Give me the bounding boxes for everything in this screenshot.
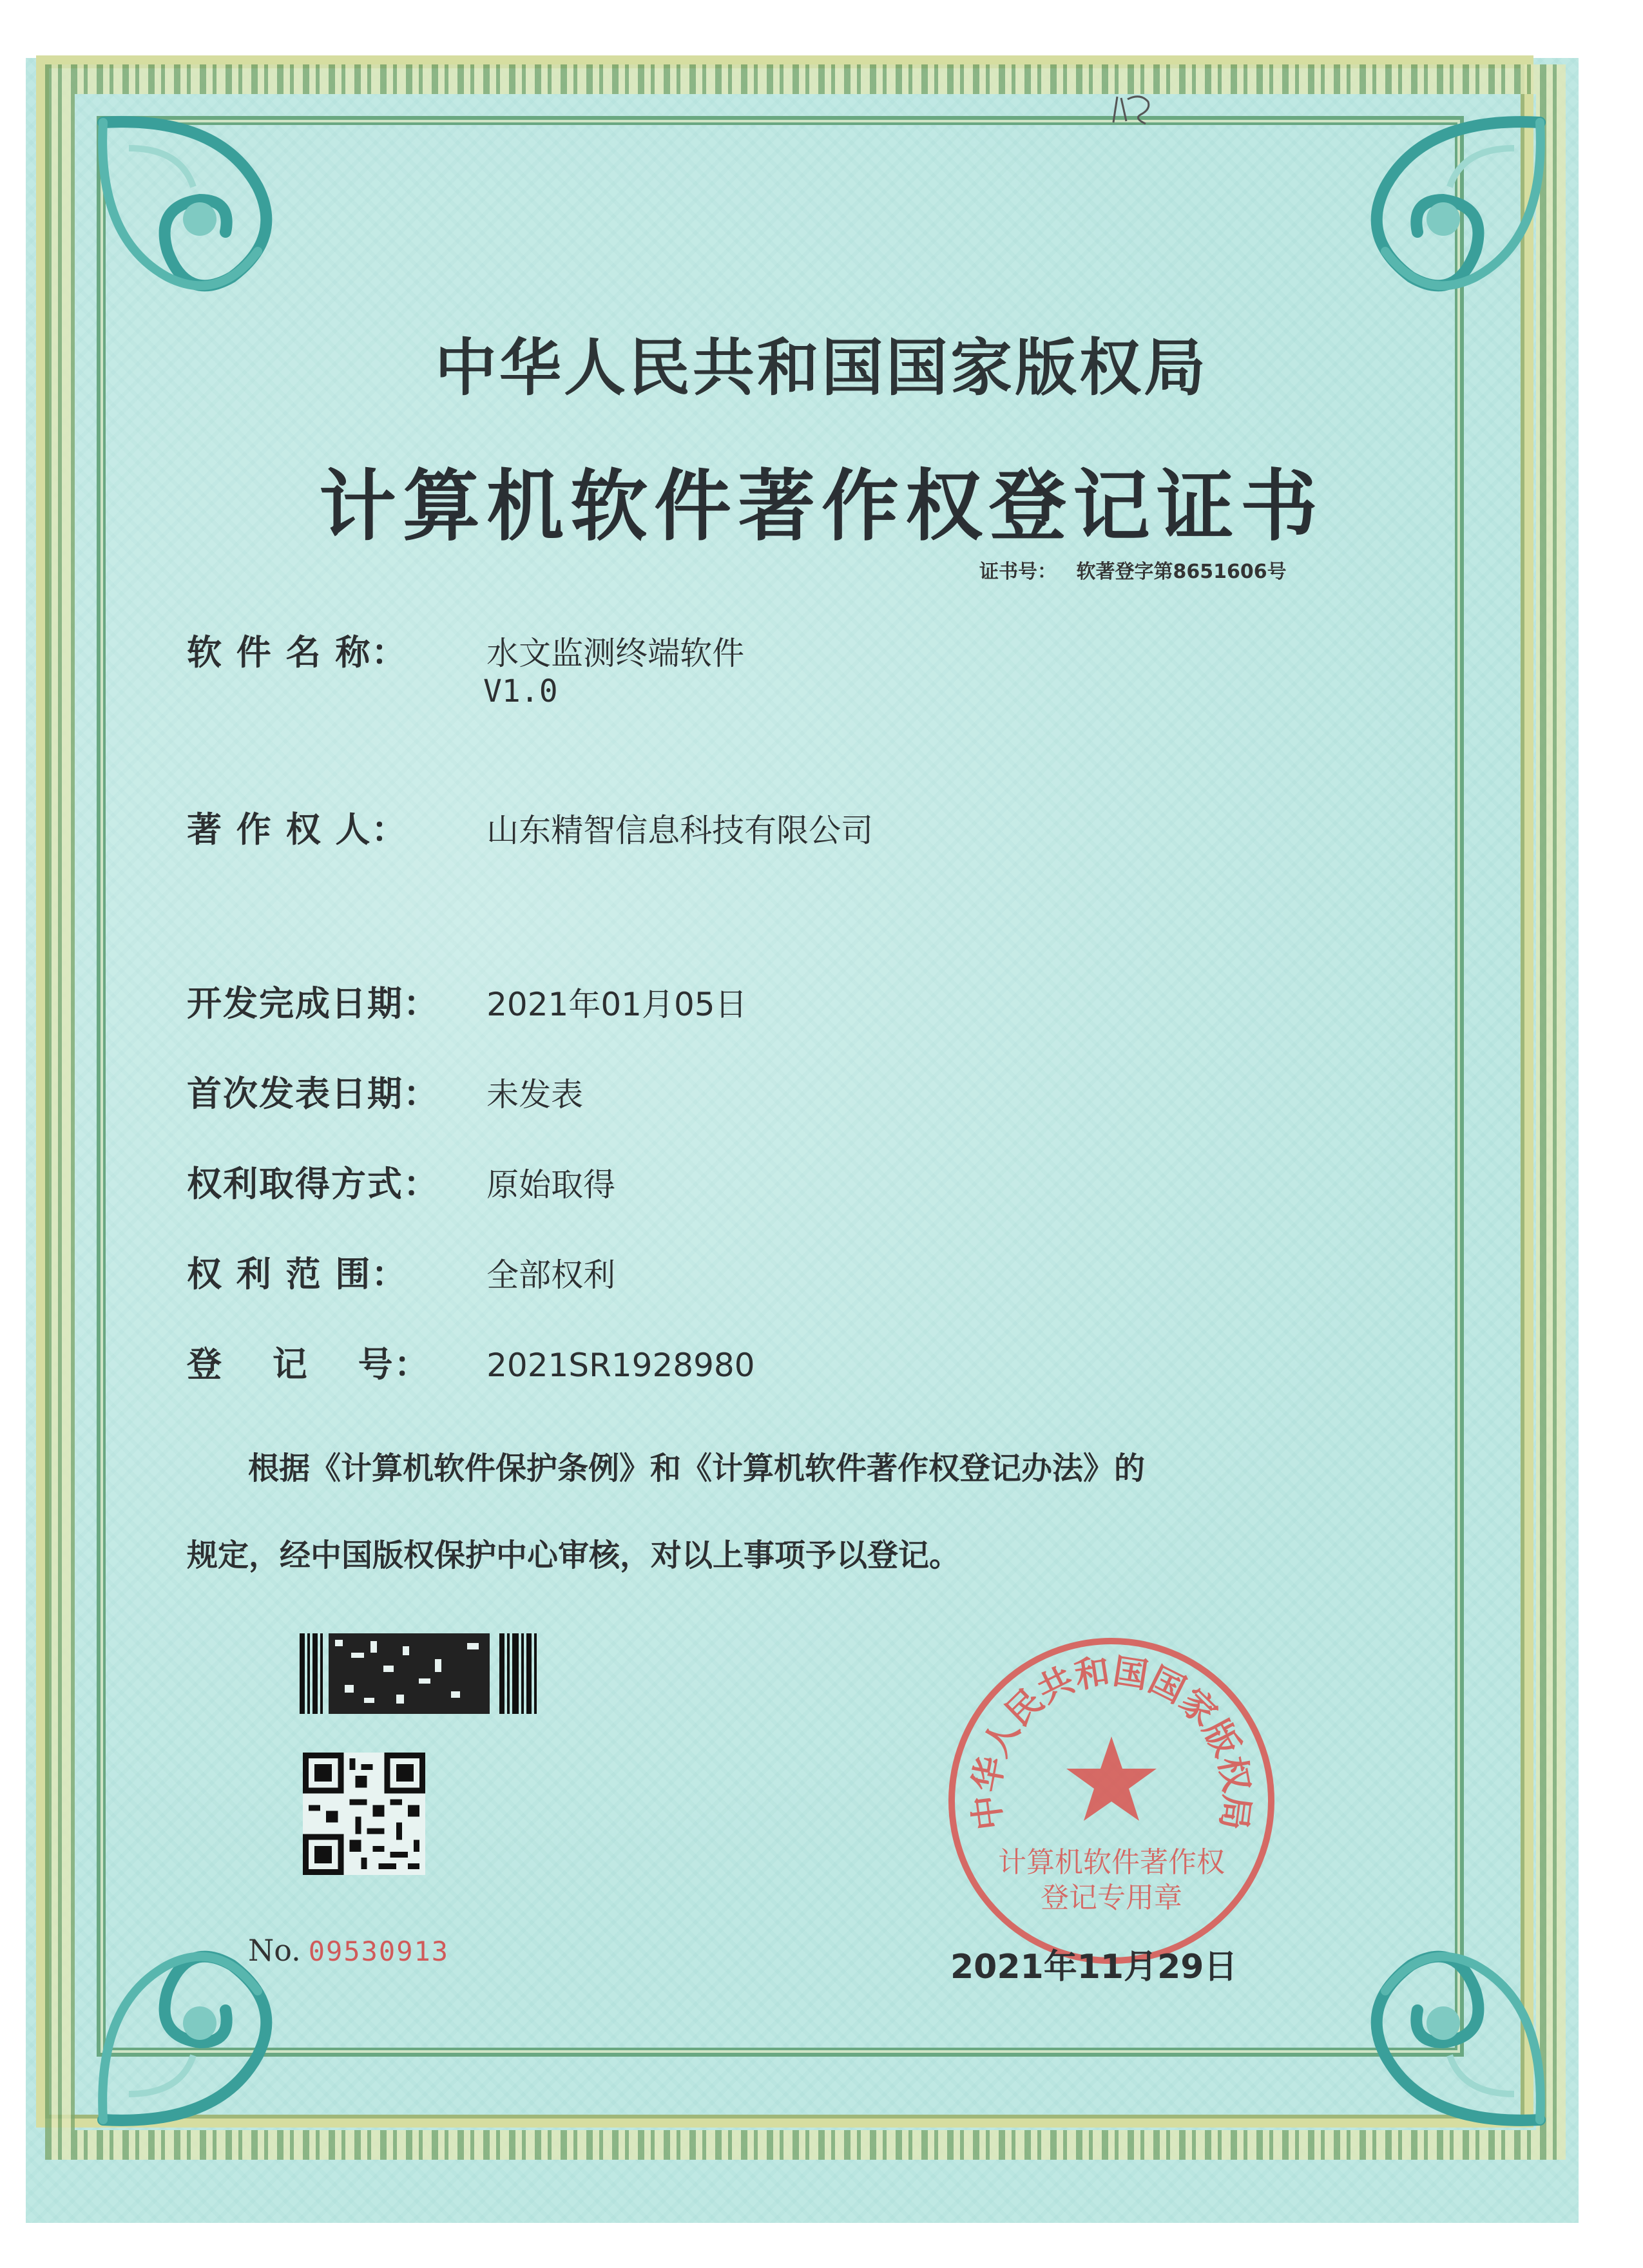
corner-ornament-bottom-right xyxy=(1256,1836,1553,2133)
owner-value: 山东精智信息科技有限公司 xyxy=(486,812,874,849)
owner-label: 著 作 权 人： xyxy=(187,809,408,850)
barcode xyxy=(300,1633,544,1714)
acquisition-row xyxy=(187,1157,615,1206)
seal-inner-line-2: 登记专用章 xyxy=(1041,1881,1182,1914)
dev-date-row xyxy=(187,976,747,1026)
serial-number xyxy=(248,1933,449,1968)
seal-inner-line-1: 计算机软件著作权 xyxy=(998,1846,1225,1879)
issuer-heading: 中华人民共和国国家版权局 xyxy=(435,332,1208,404)
statement-line-1: 根据《计算机软件保护条例》和《计算机软件著作权登记办法》的 xyxy=(248,1450,1146,1486)
dev-date-value: 2021年01月05日 xyxy=(486,986,747,1023)
seal-outer-text: 中华人民共和国国家版权局 xyxy=(965,1650,1258,1832)
qr-code xyxy=(303,1753,425,1875)
software-name-value: 水文监测终端软件 xyxy=(486,635,745,672)
owner-row xyxy=(187,802,873,852)
pub-date-label: 首次发表日期： xyxy=(187,1073,439,1114)
acquisition-label: 权利取得方式： xyxy=(187,1164,439,1204)
serial-number-label: No. xyxy=(248,1933,301,1968)
software-name-row xyxy=(187,625,744,675)
official-seal xyxy=(941,1630,1282,1972)
scope-row xyxy=(187,1247,615,1296)
certificate-number-value: 软著登字第8651606号 xyxy=(1076,561,1287,583)
registration-row xyxy=(187,1337,755,1387)
certificate-title: 计算机软件著作权登记证书 xyxy=(319,461,1324,552)
acquisition-value: 原始取得 xyxy=(486,1166,616,1204)
registration-label: 登 记 号： xyxy=(187,1344,430,1385)
statement-line-2: 规定，经中国版权保护中心审核，对以上事项予以登记。 xyxy=(187,1537,961,1573)
certificate-number xyxy=(979,555,1300,584)
scope-label: 权 利 范 围： xyxy=(187,1254,408,1294)
issue-date: 2021年11月29日 xyxy=(950,1948,1238,1986)
handwritten-mark xyxy=(1108,90,1160,129)
software-version: V1.0 xyxy=(483,673,558,709)
scope-value: 全部权利 xyxy=(486,1256,616,1294)
certificate-number-label: 证书号： xyxy=(979,561,1057,583)
star-icon xyxy=(1066,1736,1157,1821)
serial-number-value: 09530913 xyxy=(308,1936,450,1967)
corner-ornament-bottom-left xyxy=(90,1836,387,2133)
registration-value: 2021SR1928980 xyxy=(486,1347,755,1384)
software-name-label: 软 件 名 称： xyxy=(187,632,408,673)
pub-date-value: 未发表 xyxy=(486,1076,584,1113)
pub-date-row xyxy=(187,1066,583,1116)
dev-date-label: 开发完成日期： xyxy=(187,983,439,1024)
